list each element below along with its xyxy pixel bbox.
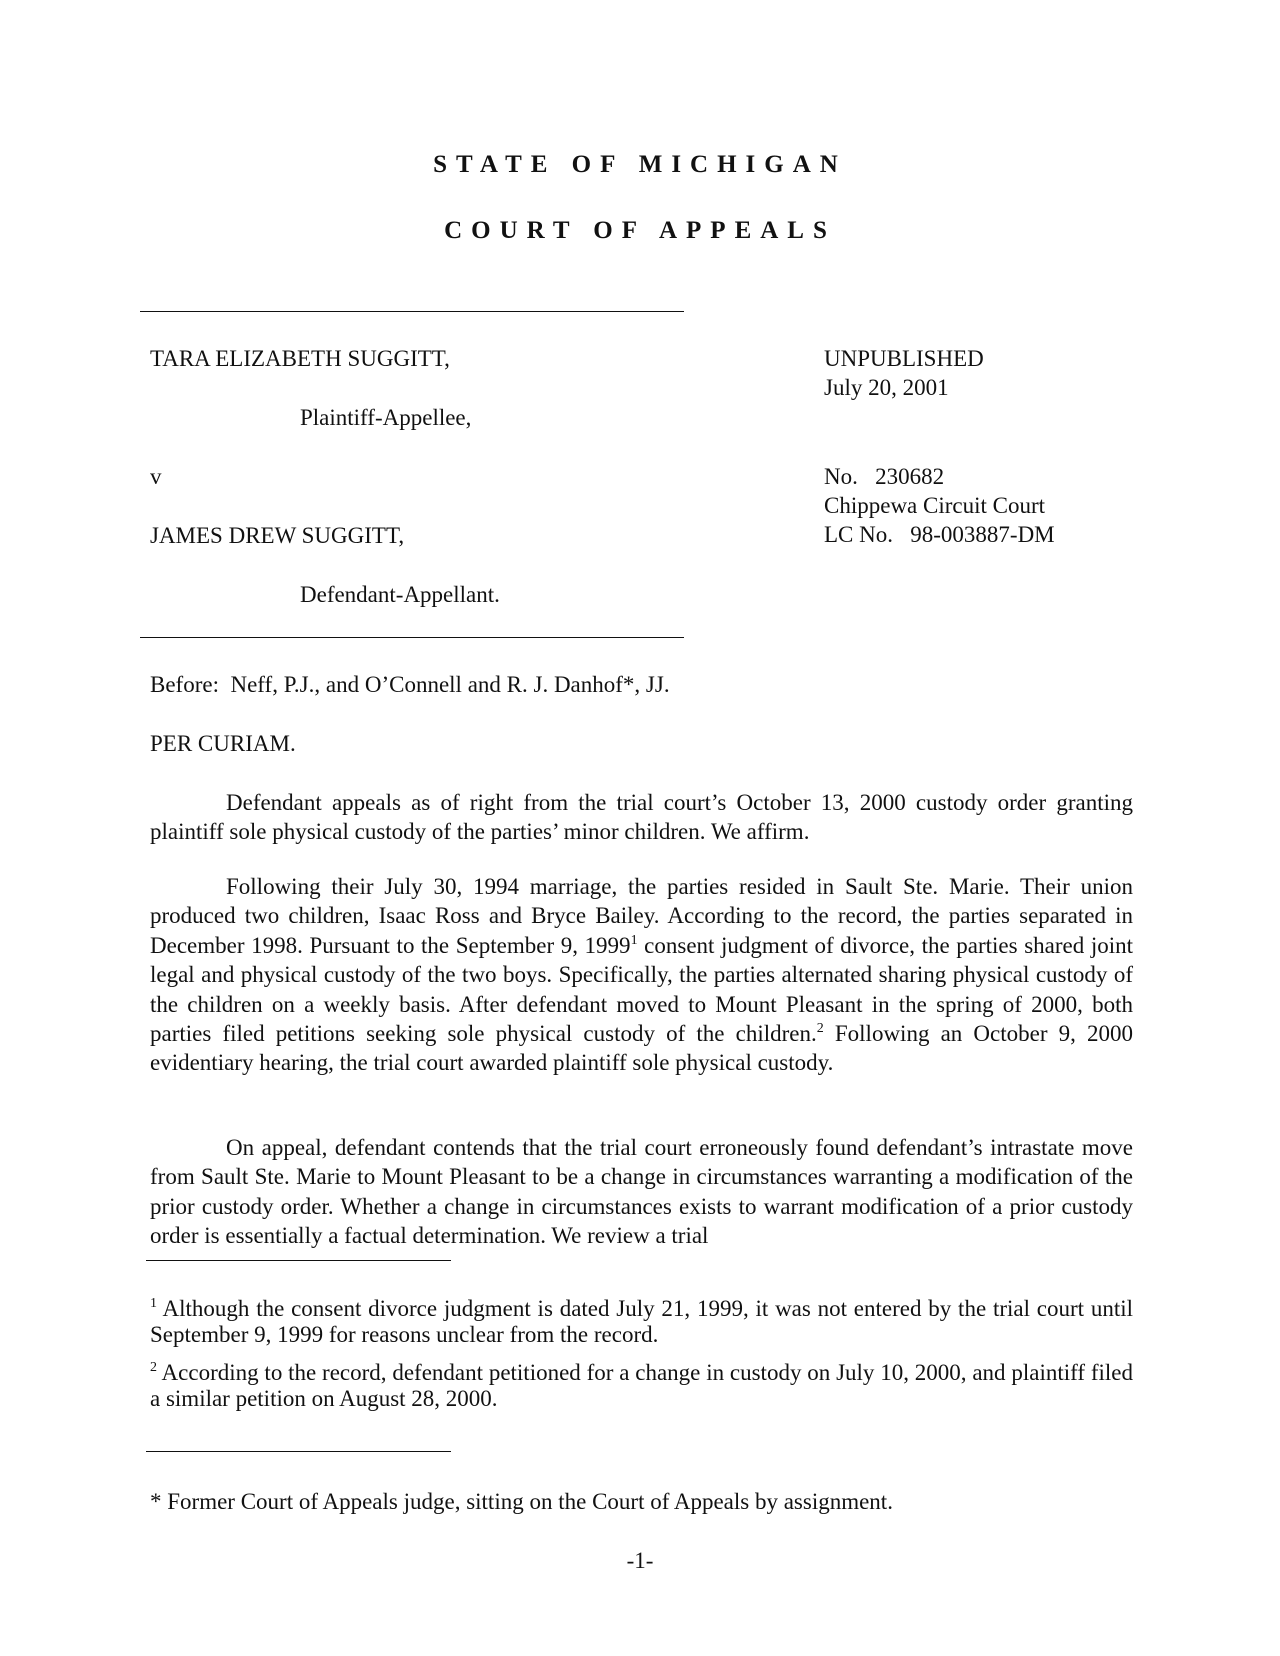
panel-line: Before: Neff, P.J., and O’Connell and R. J. Danhof*, JJ. — [150, 672, 670, 697]
paragraph-2-text-c: Following an October 9, 2000 evidentiary hearing, the trial court awarded plaintiff sole physical custody. — [150, 1021, 1133, 1076]
footnote-2 — [150, 1360, 1133, 1412]
court-heading: COURT OF APPEALS — [444, 217, 836, 244]
docket-number: No. 230682 — [824, 464, 945, 489]
footnote-1-number: 1 — [150, 1296, 157, 1311]
state-heading: STATE OF MICHIGAN — [433, 151, 847, 178]
paragraph-3-text: On appeal, defendant contends that the trial court erroneously found defendant’s intrastate move from Sault Ste. Marie to Mount Pleasant to be a change in circumstances warranting a modification of the prior custody order. Whether a change in circumstances exists to warrant modification of a prior custody order is essentially a factual determination. We review a trial — [150, 1135, 1133, 1249]
decision-date: July 20, 2001 — [824, 375, 949, 400]
publication-status: UNPUBLISHED — [824, 346, 984, 371]
caption-top-rule — [140, 311, 684, 312]
lower-court: Chippewa Circuit Court — [824, 493, 1046, 518]
footnote-1-text: Although the consent divorce judgment is dated July 21, 1999, it was not entered by the trial court until September 9, 1999 for reasons unclear from the record. — [150, 1296, 1133, 1347]
plaintiff-name: TARA ELIZABETH SUGGITT, — [150, 346, 450, 371]
defendant-role: Defendant-Appellant. — [300, 582, 500, 607]
footnote-ref-2: 2 — [816, 1021, 824, 1037]
defendant-name: JAMES DREW SUGGITT, — [150, 523, 405, 548]
footnote-ref-1: 1 — [630, 932, 638, 948]
versus-label: v — [150, 464, 162, 489]
caption-bottom-rule — [140, 637, 684, 638]
paragraph-2-text-b: consent judgment of divorce, the parties shared joint legal and physical custody of the two boys. Specifically, the parties alternated sharing physical custody of the children on a weekly basis. After defendant moved to Mount Pleasant in the spring of 2000, both parties filed petitions seeking sole physical custody of the children. — [150, 932, 1133, 1047]
plaintiff-role: Plaintiff-Appellee, — [300, 405, 472, 430]
lower-court-number: LC No. 98-003887-DM — [824, 522, 1055, 547]
footnote-2-number: 2 — [150, 1360, 157, 1375]
footnote-2-text: According to the record, defendant petitioned for a change in custody on July 10, 2000, and plaintiff filed a similar petition on August 28, 2000. — [150, 1360, 1133, 1411]
page-number: -1- — [626, 1548, 654, 1573]
footnote-separator — [146, 1260, 451, 1261]
assignment-separator — [146, 1451, 451, 1452]
paragraph-2-text-a: Following their July 30, 1994 marriage, the parties resided in Sault Ste. Marie. Their union produced two children, Isaac Ross and Bryce Bailey. According to the record, the parties separated in December 1998. Pursuant to the September 9, 1999 — [150, 874, 1133, 958]
opinion-type: PER CURIAM. — [150, 731, 296, 756]
paragraph-2 — [150, 872, 1133, 1078]
footnote-1 — [150, 1296, 1133, 1348]
paragraph-1 — [150, 788, 1133, 847]
paragraph-3 — [150, 1133, 1133, 1251]
paragraph-1-text: Defendant appeals as of right from the trial court’s October 13, 2000 custody order granting plaintiff sole physical custody of the parties’ minor children. We affirm. — [150, 790, 1133, 845]
assignment-note: * Former Court of Appeals judge, sitting on the Court of Appeals by assignment. — [150, 1489, 893, 1514]
